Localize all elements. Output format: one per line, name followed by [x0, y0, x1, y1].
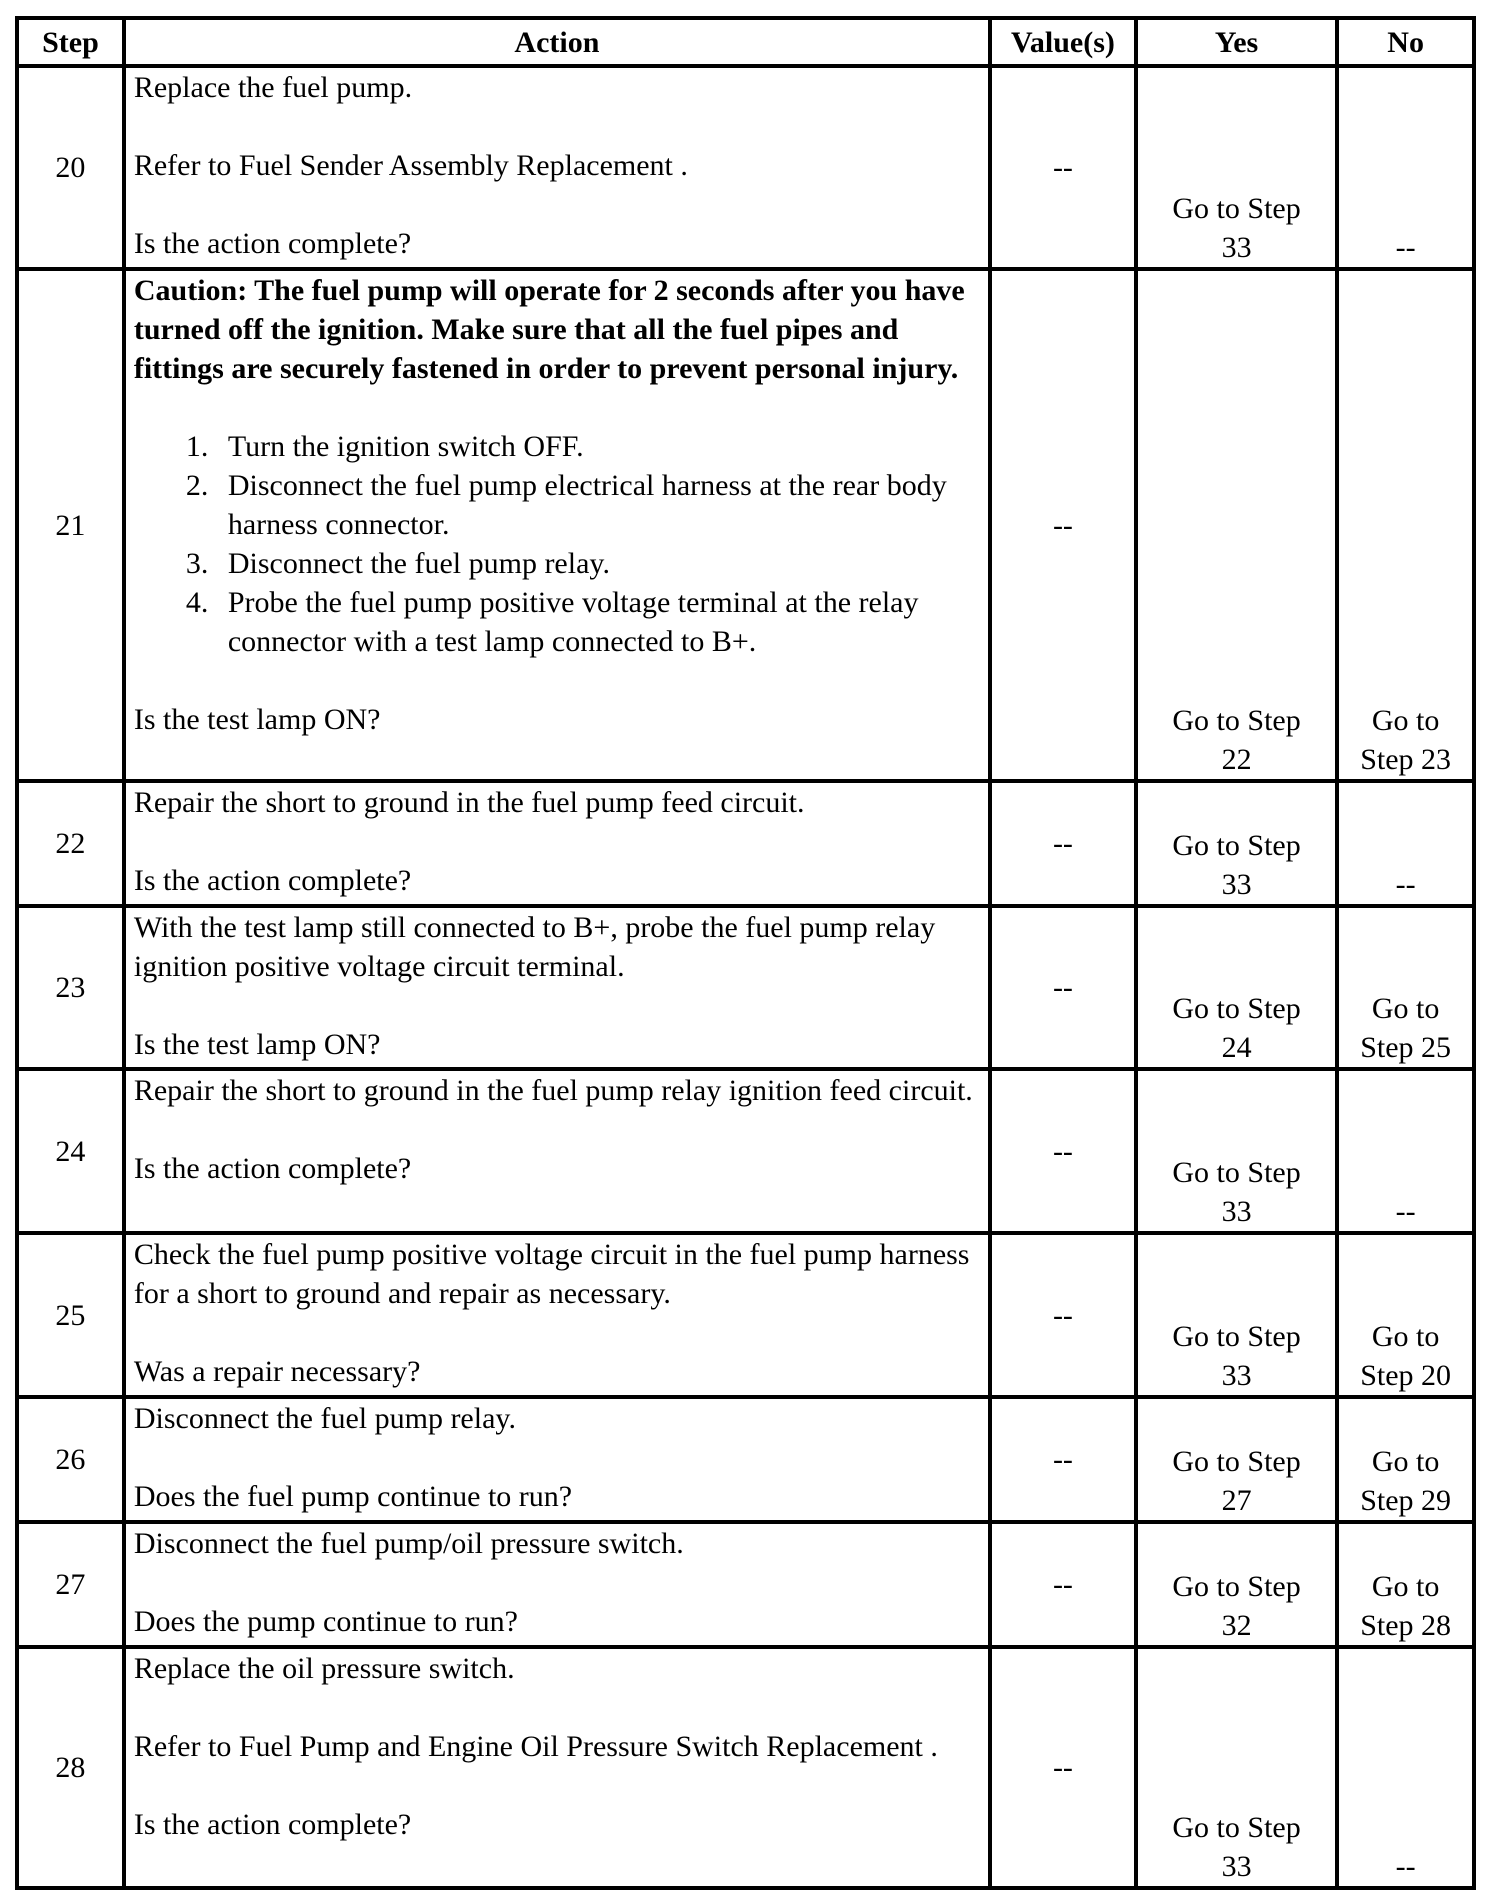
header-values: Value(s): [990, 18, 1136, 66]
step-cell: 23: [17, 906, 124, 1069]
table-row: [17, 1647, 1474, 1888]
values-cell: --: [990, 1522, 1136, 1647]
values-cell: --: [990, 1233, 1136, 1397]
header-yes: Yes: [1136, 18, 1337, 66]
no-cell: Go to Step 29: [1337, 1397, 1474, 1522]
step-cell: 24: [17, 1069, 124, 1233]
action-cell: Repair the short to ground in the fuel pump feed circuit. Is the action complete?: [124, 781, 990, 906]
yes-cell: Go to Step 22: [1136, 269, 1337, 781]
list-item: 4. Probe the fuel pump positive voltage terminal at the relay connector with a test lamp connected to B+.: [216, 583, 980, 661]
list-item: 1. Turn the ignition switch OFF.: [216, 427, 980, 466]
action-cell: Replace the oil pressure switch. Refer to Fuel Pump and Engine Oil Pressure Switch Replacement . Is the action complete?: [124, 1647, 990, 1888]
no-cell: --: [1337, 781, 1474, 906]
yes-cell: Go to Step 33: [1136, 781, 1337, 906]
action-cell: Repair the short to ground in the fuel pump relay ignition feed circuit. Is the action complete?: [124, 1069, 990, 1233]
yes-cell: Go to Step 32: [1136, 1522, 1337, 1647]
no-cell: Go to Step 20: [1337, 1233, 1474, 1397]
values-cell: --: [990, 269, 1136, 781]
question-text: Is the test lamp ON?: [133, 703, 381, 736]
step-cell: 26: [17, 1397, 124, 1522]
action-cell: Disconnect the fuel pump relay. Does the fuel pump continue to run?: [124, 1397, 990, 1522]
action-cell: With the test lamp still connected to B+, probe the fuel pump relay ignition positive voltage circuit terminal. Is the test lamp ON?: [124, 906, 990, 1069]
table-row: [17, 269, 1474, 781]
no-cell: --: [1337, 1647, 1474, 1888]
step-cell: 25: [17, 1233, 124, 1397]
table-row: [17, 781, 1474, 906]
caution-text: Caution: The fuel pump will operate for 2 seconds after you have turned off the ignition. Make sure that all the fuel pipes and fittings are securely fastened in order to prevent personal injury.: [133, 274, 965, 385]
list-item: 3. Disconnect the fuel pump relay.: [216, 544, 980, 583]
header-action: Action: [124, 18, 990, 66]
header-step: Step: [17, 18, 124, 66]
values-cell: --: [990, 1647, 1136, 1888]
table-row: [17, 1397, 1474, 1522]
yes-cell: Go to Step 24: [1136, 906, 1337, 1069]
step-cell: 21: [17, 269, 124, 781]
step-cell: 22: [17, 781, 124, 906]
values-cell: --: [990, 906, 1136, 1069]
step-cell: 20: [17, 66, 124, 269]
no-cell: Go to Step 23: [1337, 269, 1474, 781]
no-cell: --: [1337, 66, 1474, 269]
action-cell: [124, 269, 990, 781]
values-cell: --: [990, 1069, 1136, 1233]
yes-cell: Go to Step 33: [1136, 1647, 1337, 1888]
values-cell: --: [990, 66, 1136, 269]
diagnostic-table: [15, 16, 1476, 1890]
step-cell: 27: [17, 1522, 124, 1647]
header-row: [17, 18, 1474, 66]
values-cell: --: [990, 781, 1136, 906]
table-row: [17, 1069, 1474, 1233]
step-cell: 28: [17, 1647, 124, 1888]
table-row: [17, 66, 1474, 269]
yes-cell: Go to Step 33: [1136, 1069, 1337, 1233]
yes-cell: Go to Step 33: [1136, 1233, 1337, 1397]
yes-cell: Go to Step 33: [1136, 66, 1337, 269]
procedure-list: [134, 427, 980, 661]
action-cell: Replace the fuel pump. Refer to Fuel Sender Assembly Replacement . Is the action complete?: [124, 66, 990, 269]
list-item: 2. Disconnect the fuel pump electrical harness at the rear body harness connector.: [216, 466, 980, 544]
no-cell: --: [1337, 1069, 1474, 1233]
values-cell: --: [990, 1397, 1136, 1522]
action-cell: Check the fuel pump positive voltage circuit in the fuel pump harness for a short to ground and repair as necessary. Was a repair necessary?: [124, 1233, 990, 1397]
header-no: No: [1337, 18, 1474, 66]
action-cell: Disconnect the fuel pump/oil pressure switch. Does the pump continue to run?: [124, 1522, 990, 1647]
no-cell: Go to Step 25: [1337, 906, 1474, 1069]
no-cell: Go to Step 28: [1337, 1522, 1474, 1647]
table-row: [17, 906, 1474, 1069]
yes-cell: Go to Step 27: [1136, 1397, 1337, 1522]
table-row: [17, 1522, 1474, 1647]
table-row: [17, 1233, 1474, 1397]
